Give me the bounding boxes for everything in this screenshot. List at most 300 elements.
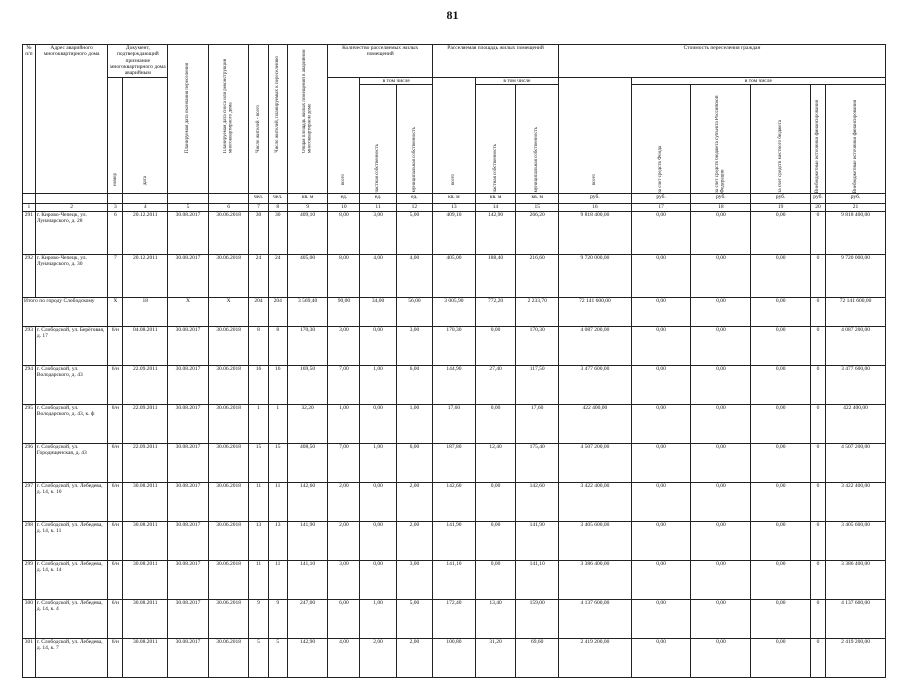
row-area-total: 187,80 <box>433 443 476 482</box>
header-rooms-including: в том числе <box>360 77 433 84</box>
row-number: 295 <box>23 404 36 443</box>
row-area-municipal: 175,40 <box>516 443 559 482</box>
col-number: 6 <box>208 203 249 211</box>
row-cost-regional: 0,00 <box>691 638 751 677</box>
row-rooms-municipal: 56,00 <box>396 297 432 326</box>
row-area-total: 142,60 <box>433 482 476 521</box>
row-doc-number: 7 <box>108 254 123 297</box>
row-area-private: 142,90 <box>475 211 516 254</box>
row-area-total: 172,40 <box>433 599 476 638</box>
row-residents-total: 1 <box>249 404 268 443</box>
row-address: г. Слободской, ул. Городищенская, д. 43 <box>35 443 108 482</box>
row-rooms-municipal: 2,00 <box>396 521 432 560</box>
row-cost-fund: 0,00 <box>631 638 691 677</box>
table-body <box>23 211 886 677</box>
row-total-area: 169,50 <box>287 365 328 404</box>
table-row <box>23 560 886 599</box>
unit-cell <box>208 193 249 203</box>
header-rooms-private: частная собственность <box>360 84 396 193</box>
row-total-area: 141,10 <box>287 560 328 599</box>
row-residents-planned: 8 <box>268 326 287 365</box>
row-planned-end: 30.08.2017 <box>168 404 209 443</box>
row-rooms-municipal: 5,00 <box>396 599 432 638</box>
row-planned-demolition: 30.06.2018 <box>208 599 249 638</box>
row-cost-fund: 0,00 <box>631 560 691 599</box>
header-row-2 <box>23 77 886 84</box>
row-address: г. Слободской, ул. Берёговая, д. 17 <box>35 326 108 365</box>
row-residents-total: 15 <box>249 443 268 482</box>
row-residents-planned: 11 <box>268 482 287 521</box>
row-planned-demolition: 30.06.2018 <box>208 211 249 254</box>
header-residents-planned: Число жителей, планируемых к переселению <box>268 45 287 194</box>
row-cost-extra-sources: 3 422 400,00 <box>826 482 886 521</box>
row-rooms-municipal: 2,00 <box>396 638 432 677</box>
header-rooms-municipal: муниципальная собственность <box>396 84 432 193</box>
header-row-1 <box>23 45 886 78</box>
unit-cell: руб. <box>631 193 691 203</box>
row-planned-demolition: 30.06.2018 <box>208 443 249 482</box>
header-planned-demolition: Планируемая дата сноса или реконструкции многоквартирного дома <box>208 45 249 194</box>
row-cost-fund: 0,00 <box>631 326 691 365</box>
row-cost-total: 9 720 000,00 <box>559 254 632 297</box>
row-rooms-private: 1,00 <box>360 365 396 404</box>
row-cost-total: 3 405 600,00 <box>559 521 632 560</box>
row-cost-fund: 0,00 <box>631 443 691 482</box>
row-area-total: 409,10 <box>433 211 476 254</box>
row-rooms-private: 0,00 <box>360 560 396 599</box>
row-rooms-private: 0,00 <box>360 521 396 560</box>
header-doc-date: дата <box>123 77 168 193</box>
row-area-total: 405,00 <box>433 254 476 297</box>
header-cost-regional: за счет средств бюджета субъекта Российской Федерации <box>691 84 751 193</box>
row-cost-extra: 0 <box>811 254 826 297</box>
row-area-private: 0,00 <box>475 560 516 599</box>
row-residents-planned: 11 <box>268 560 287 599</box>
row-rooms-private: 34,00 <box>360 297 396 326</box>
row-planned-demolition: 30.06.2018 <box>208 404 249 443</box>
row-area-private: 0,00 <box>475 326 516 365</box>
row-cost-total: 4 137 600,00 <box>559 599 632 638</box>
row-area-private: 0,00 <box>475 521 516 560</box>
unit-cell: ед. <box>360 193 396 203</box>
row-rooms-total: 4,00 <box>328 638 360 677</box>
row-cost-regional: 0,00 <box>691 521 751 560</box>
table-row <box>23 365 886 404</box>
header-cost-total: всего <box>559 77 632 193</box>
header-cost-fund: за счет средств Фонда <box>631 84 691 193</box>
row-cost-fund: 0,00 <box>631 482 691 521</box>
row-rooms-private: 4,00 <box>360 254 396 297</box>
row-area-total: 100,80 <box>433 638 476 677</box>
row-cost-local: 0,00 <box>751 254 811 297</box>
row-cost-extra: 0 <box>811 326 826 365</box>
row-area-municipal: 17,60 <box>516 404 559 443</box>
row-rooms-private: 0,00 <box>360 326 396 365</box>
row-cost-regional: 0,00 <box>691 365 751 404</box>
header-cost-including: в том числе <box>631 77 885 84</box>
row-cost-local: 0,00 <box>751 482 811 521</box>
row-rooms-municipal: 4,00 <box>396 254 432 297</box>
row-cost-extra: 0 <box>811 482 826 521</box>
row-planned-end: 30.08.2017 <box>168 365 209 404</box>
col-number: 5 <box>168 203 209 211</box>
row-cost-local: 0,00 <box>751 365 811 404</box>
row-total-area: 142,60 <box>287 482 328 521</box>
row-number: 294 <box>23 365 36 404</box>
row-total-area: 32,20 <box>287 404 328 443</box>
row-doc-date: 30.08.2011 <box>123 599 168 638</box>
row-total-area: 408,50 <box>287 443 328 482</box>
col-number: 2 <box>35 203 108 211</box>
row-residents-planned: 15 <box>268 443 287 482</box>
row-rooms-municipal: 3,00 <box>396 560 432 599</box>
row-cost-fund: 0,00 <box>631 211 691 254</box>
relocation-register-table <box>22 44 886 678</box>
row-cost-regional: 0,00 <box>691 404 751 443</box>
row-cost-fund: 0,00 <box>631 521 691 560</box>
header-total-area: Общая площадь жилых помещений в аварийном многоквартирном доме <box>287 45 328 194</box>
row-area-private: 27,40 <box>475 365 516 404</box>
row-doc-date: 30.08.2011 <box>123 521 168 560</box>
row-planned-demolition: 30.06.2018 <box>208 482 249 521</box>
header-area-municipal: муниципальная собственность <box>516 84 559 193</box>
col-number: 20 <box>811 203 826 211</box>
row-cost-total: 3 386 400,00 <box>559 560 632 599</box>
row-planned-end: 30.08.2017 <box>168 443 209 482</box>
row-rooms-private: 0,00 <box>360 482 396 521</box>
table-row <box>23 482 886 521</box>
row-residents-planned: 9 <box>268 599 287 638</box>
row-cost-extra: 0 <box>811 211 826 254</box>
row-rooms-private: 1,00 <box>360 599 396 638</box>
col-number: 7 <box>249 203 268 211</box>
row-cost-extra-sources: 4 507 200,00 <box>826 443 886 482</box>
table-row <box>23 638 886 677</box>
row-residents-planned: 24 <box>268 254 287 297</box>
row-rooms-municipal: 2,00 <box>396 482 432 521</box>
row-planned-demolition: 30.06.2018 <box>208 521 249 560</box>
unit-cell <box>35 193 108 203</box>
row-number: 296 <box>23 443 36 482</box>
row-doc-date: 04.08.2011 <box>123 326 168 365</box>
row-planned-demolition: 30.06.2018 <box>208 365 249 404</box>
row-area-total: 17,60 <box>433 404 476 443</box>
col-number: 1 <box>23 203 36 211</box>
row-address: г. Кирово-Чепецк, ул. Луначарского, д. 28 <box>35 211 108 254</box>
row-doc-date: 22.09.2011 <box>123 404 168 443</box>
row-planned-end: 30.08.2017 <box>168 482 209 521</box>
row-rooms-total: 3,00 <box>328 560 360 599</box>
row-area-total: 144,90 <box>433 365 476 404</box>
row-number: 301 <box>23 638 36 677</box>
row-cost-local: 0,00 <box>751 599 811 638</box>
row-total-area: 247,00 <box>287 599 328 638</box>
row-rooms-total: 90,00 <box>328 297 360 326</box>
row-doc-date: 20.12.2011 <box>123 254 168 297</box>
table-row <box>23 404 886 443</box>
header-cost-extra-sources: Внебюджетные источники финансирования <box>826 84 886 193</box>
row-area-municipal: 266,20 <box>516 211 559 254</box>
row-cost-extra-sources: 3 477 600,00 <box>826 365 886 404</box>
row-area-private: 0,00 <box>475 404 516 443</box>
row-rooms-private: 3,00 <box>360 211 396 254</box>
header-area-total: всего <box>433 77 476 193</box>
row-cost-extra-sources: 3 386 400,00 <box>826 560 886 599</box>
row-planned-demolition: 30.06.2018 <box>208 638 249 677</box>
row-area-municipal: 69,60 <box>516 638 559 677</box>
row-area-private: 12,40 <box>475 443 516 482</box>
row-residents-planned: 16 <box>268 365 287 404</box>
col-number: 4 <box>123 203 168 211</box>
header-doc-number: номер <box>108 77 123 193</box>
row-doc-date: 20.12.2011 <box>123 211 168 254</box>
row-cost-regional: 0,00 <box>691 482 751 521</box>
col-number: 9 <box>287 203 328 211</box>
row-cost-local: 0,00 <box>751 560 811 599</box>
row-doc-number: 6/н <box>108 326 123 365</box>
row-cost-extra: 0 <box>811 404 826 443</box>
header-address: Адрес аварийного многоквартирного дома <box>35 45 108 194</box>
row-cost-total: 3 422 400,00 <box>559 482 632 521</box>
row-area-municipal: 2 233,70 <box>516 297 559 326</box>
row-address: г. Слободской, ул. Володарского, д. 43 <box>35 365 108 404</box>
row-doc-number: 6/н <box>108 560 123 599</box>
row-number: 297 <box>23 482 36 521</box>
row-rooms-total: 7,00 <box>328 365 360 404</box>
unit-cell <box>168 193 209 203</box>
row-total-area: 3 569,40 <box>287 297 328 326</box>
row-planned-end: 30.08.2017 <box>168 599 209 638</box>
row-cost-extra-sources: 9 720 000,00 <box>826 254 886 297</box>
row-cost-extra: 0 <box>811 638 826 677</box>
units-row <box>23 193 886 203</box>
row-doc-number: X <box>108 297 123 326</box>
row-area-total: 141,90 <box>433 521 476 560</box>
row-cost-local: 0,00 <box>751 326 811 365</box>
row-doc-date: 22.09.2011 <box>123 365 168 404</box>
row-cost-regional: 0,00 <box>691 297 751 326</box>
row-planned-demolition: 30.06.2018 <box>208 326 249 365</box>
row-residents-total: 13 <box>249 521 268 560</box>
row-rooms-municipal: 5,00 <box>396 211 432 254</box>
row-doc-number: 6/н <box>108 404 123 443</box>
row-planned-demolition: 30.06.2018 <box>208 254 249 297</box>
unit-cell: руб. <box>691 193 751 203</box>
row-residents-planned: 204 <box>268 297 287 326</box>
row-cost-local: 0,00 <box>751 638 811 677</box>
unit-cell: чел. <box>249 193 268 203</box>
row-cost-extra-sources: 3 405 600,00 <box>826 521 886 560</box>
column-number-row <box>23 203 886 211</box>
row-residents-total: 9 <box>249 599 268 638</box>
row-residents-total: 11 <box>249 560 268 599</box>
row-cost-regional: 0,00 <box>691 443 751 482</box>
row-rooms-private: 0,00 <box>360 404 396 443</box>
unit-cell: ед. <box>396 193 432 203</box>
row-doc-number: 6/н <box>108 599 123 638</box>
row-area-total: 141,10 <box>433 560 476 599</box>
row-area-private: 0,00 <box>475 482 516 521</box>
row-planned-end: 30.08.2017 <box>168 638 209 677</box>
row-number: 292 <box>23 254 36 297</box>
row-residents-total: 16 <box>249 365 268 404</box>
unit-cell: чел. <box>268 193 287 203</box>
row-doc-date: 30.08.2011 <box>123 560 168 599</box>
unit-cell: кв. м <box>516 193 559 203</box>
row-area-municipal: 141,90 <box>516 521 559 560</box>
row-planned-end: 30.08.2017 <box>168 211 209 254</box>
row-residents-total: 204 <box>249 297 268 326</box>
row-cost-extra: 0 <box>811 560 826 599</box>
row-area-municipal: 141,10 <box>516 560 559 599</box>
row-address: г. Слободской, ул. Лебедева, д. 14, к. 14 <box>35 560 108 599</box>
row-rooms-total: 8,00 <box>328 254 360 297</box>
row-area-total: 3 005,90 <box>433 297 476 326</box>
row-area-municipal: 216,60 <box>516 254 559 297</box>
row-cost-extra-sources: 72 141 600,00 <box>826 297 886 326</box>
unit-cell: кв. м <box>287 193 328 203</box>
row-cost-extra-sources: 4 137 600,00 <box>826 599 886 638</box>
header-cost-local: за счет средств местного бюджета <box>751 84 811 193</box>
header-cost-group: Стоимость переселения граждан <box>559 45 886 78</box>
row-cost-local: 0,00 <box>751 521 811 560</box>
header-rooms-group: Количество расселяемых жилых помещений <box>328 45 433 78</box>
unit-cell <box>108 193 123 203</box>
col-number: 19 <box>751 203 811 211</box>
row-residents-planned: 30 <box>268 211 287 254</box>
unit-cell: руб. <box>751 193 811 203</box>
row-cost-total: 422 400,00 <box>559 404 632 443</box>
row-area-private: 31,20 <box>475 638 516 677</box>
row-address: г. Слободской, ул. Лебедева, д. 14, к. 7 <box>35 638 108 677</box>
table-row <box>23 443 886 482</box>
col-number: 8 <box>268 203 287 211</box>
row-doc-number: 6/н <box>108 638 123 677</box>
row-rooms-total: 2,00 <box>328 521 360 560</box>
row-doc-number: 6/н <box>108 482 123 521</box>
row-residents-planned: 13 <box>268 521 287 560</box>
row-total-area: 409,10 <box>287 211 328 254</box>
row-residents-total: 11 <box>249 482 268 521</box>
header-document-group: Документ, подтверждающий признание многоквартирного дома аварийным <box>108 45 168 78</box>
header-rooms-total: всего <box>328 77 360 193</box>
col-number: 3 <box>108 203 123 211</box>
row-area-municipal: 142,60 <box>516 482 559 521</box>
table-row <box>23 521 886 560</box>
header-area-group: Расселяемая площадь жилых помещений <box>433 45 559 78</box>
row-rooms-total: 1,00 <box>328 404 360 443</box>
row-residents-total: 24 <box>249 254 268 297</box>
row-doc-number: 6/н <box>108 443 123 482</box>
row-rooms-total: 6,00 <box>328 599 360 638</box>
total-label: Итого по городу Слободскому <box>23 297 108 326</box>
col-number: 10 <box>328 203 360 211</box>
row-doc-date: 30.08.2011 <box>123 638 168 677</box>
unit-cell: руб. <box>826 193 886 203</box>
unit-cell: кв. м <box>433 193 476 203</box>
row-cost-extra: 0 <box>811 599 826 638</box>
row-cost-local: 0,00 <box>751 404 811 443</box>
col-number: 15 <box>516 203 559 211</box>
header-num: № п/п <box>23 45 36 194</box>
row-planned-end: X <box>168 297 209 326</box>
row-cost-total: 3 477 600,00 <box>559 365 632 404</box>
header-area-private: частная собственность <box>475 84 516 193</box>
header-planned-end: Планируемая дата окончания переселения <box>168 45 209 194</box>
row-cost-total: 4 087 200,00 <box>559 326 632 365</box>
row-residents-total: 8 <box>249 326 268 365</box>
table-row <box>23 254 886 297</box>
row-cost-local: 0,00 <box>751 443 811 482</box>
col-number: 14 <box>475 203 516 211</box>
header-cost-extra: Внебюджетные источники финансирования <box>811 84 826 193</box>
row-cost-total: 2 419 200,00 <box>559 638 632 677</box>
row-planned-end: 30.08.2017 <box>168 254 209 297</box>
row-address: г. Кирово-Чепецк, ул. Луначарского, д. 30 <box>35 254 108 297</box>
row-total-area: 405,00 <box>287 254 328 297</box>
row-cost-extra-sources: 4 087 200,00 <box>826 326 886 365</box>
row-rooms-total: 3,00 <box>328 326 360 365</box>
row-cost-total: 72 141 600,00 <box>559 297 632 326</box>
row-address: г. Слободской, ул. Лебедева, д. 14, к. 4 <box>35 599 108 638</box>
row-planned-end: 30.08.2017 <box>168 326 209 365</box>
row-cost-regional: 0,00 <box>691 560 751 599</box>
col-number: 21 <box>826 203 886 211</box>
row-cost-fund: 0,00 <box>631 254 691 297</box>
row-number: 291 <box>23 211 36 254</box>
header-area-including: в том числе <box>475 77 558 84</box>
row-rooms-total: 2,00 <box>328 482 360 521</box>
row-doc-number: 6/н <box>108 365 123 404</box>
page-number: 81 <box>446 8 459 22</box>
header-residents-total: Число жителей - всего <box>249 45 268 194</box>
row-number: 298 <box>23 521 36 560</box>
row-total-area: 170,30 <box>287 326 328 365</box>
table-row <box>23 211 886 254</box>
row-cost-extra-sources: 2 419 200,00 <box>826 638 886 677</box>
row-planned-end: 30.08.2017 <box>168 521 209 560</box>
row-residents-total: 30 <box>249 211 268 254</box>
col-number: 17 <box>631 203 691 211</box>
row-rooms-total: 7,00 <box>328 443 360 482</box>
row-rooms-municipal: 3,00 <box>396 326 432 365</box>
row-doc-number: 6/н <box>108 521 123 560</box>
row-planned-demolition: 30.06.2018 <box>208 560 249 599</box>
row-area-private: 188,40 <box>475 254 516 297</box>
col-number: 16 <box>559 203 632 211</box>
unit-cell: руб. <box>559 193 632 203</box>
table-row <box>23 326 886 365</box>
row-cost-regional: 0,00 <box>691 211 751 254</box>
row-total-area: 142,90 <box>287 638 328 677</box>
row-rooms-total: 8,00 <box>328 211 360 254</box>
row-rooms-municipal: 6,00 <box>396 365 432 404</box>
row-cost-local: 0,00 <box>751 211 811 254</box>
row-address: г. Слободской, ул. Володарского, д. 43, к. ф <box>35 404 108 443</box>
row-planned-demolition: X <box>208 297 249 326</box>
row-cost-fund: 0,00 <box>631 599 691 638</box>
row-doc-date: 30.08.2011 <box>123 482 168 521</box>
unit-cell <box>123 193 168 203</box>
row-cost-regional: 0,00 <box>691 326 751 365</box>
unit-cell <box>23 193 36 203</box>
row-rooms-municipal: 1,00 <box>396 404 432 443</box>
col-number: 13 <box>433 203 476 211</box>
col-number: 12 <box>396 203 432 211</box>
row-number: 300 <box>23 599 36 638</box>
total-row <box>23 297 886 326</box>
row-residents-planned: 1 <box>268 404 287 443</box>
